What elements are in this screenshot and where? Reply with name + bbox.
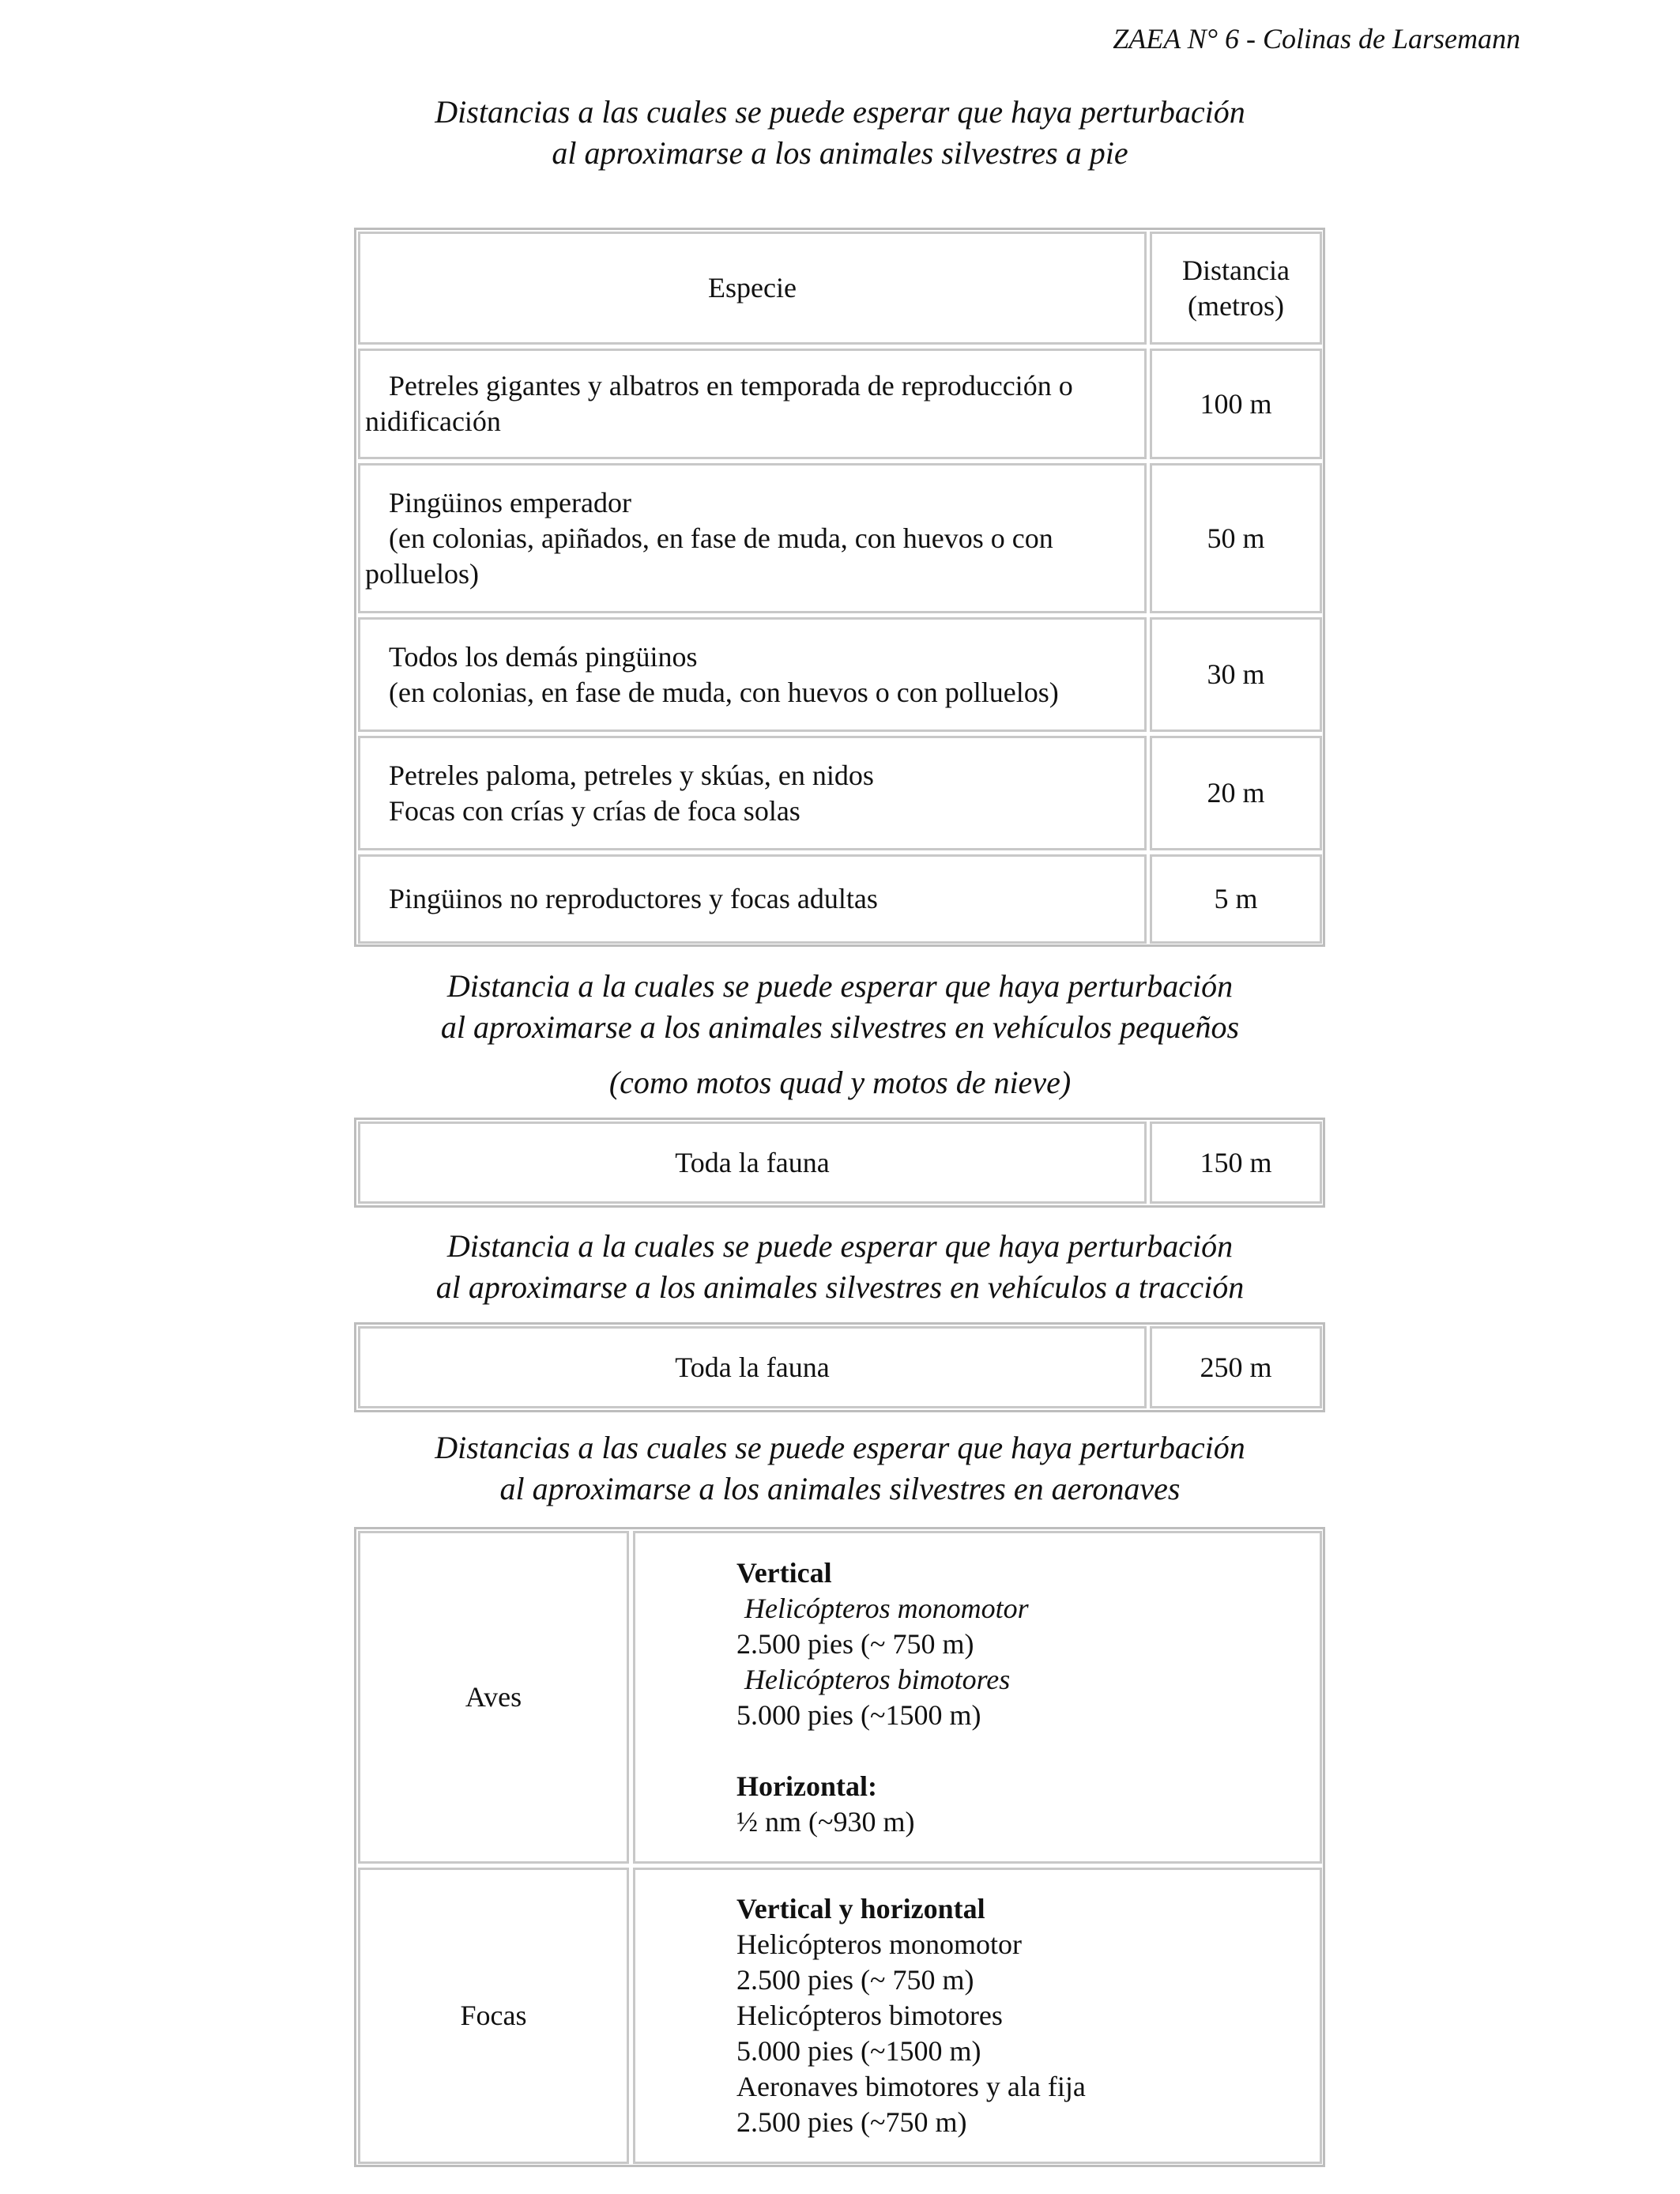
walking-distance-table	[354, 228, 1325, 947]
distance-value: 150 m	[1200, 1146, 1272, 1178]
heli-mono-distance: 2.500 pies (~ 750 m)	[736, 1627, 974, 1660]
aircraft-table	[354, 1527, 1325, 2167]
species-text: nidificación	[365, 405, 501, 437]
distance-cell	[1150, 349, 1322, 459]
distance-cell	[1150, 617, 1322, 732]
focas-cell	[358, 1868, 629, 2164]
section4-title-line2: al aproximarse a los animales silvestres en aeronaves	[499, 1471, 1181, 1506]
header-distance-line2: (metros)	[1188, 289, 1284, 322]
species-text: Petreles paloma, petreles y skúas, en nidos	[389, 759, 874, 791]
heli-mono-label: Helicópteros monomotor	[744, 1592, 1029, 1624]
distance-cell	[1150, 736, 1322, 850]
distance-value: 100 m	[1200, 387, 1272, 420]
table-row	[358, 617, 1147, 732]
distance-cell	[1150, 854, 1322, 944]
section3-title-line2: al aproximarse a los animales silvestres en vehículos a tracción	[435, 1269, 1245, 1305]
species-text: Pingüinos emperador	[389, 486, 631, 518]
section2-title	[0, 966, 1680, 1048]
aves-details	[633, 1531, 1322, 1864]
species-text: polluelos)	[365, 557, 479, 590]
heli-mono-label: Helicópteros monomotor	[736, 1928, 1022, 1960]
heli-bi-distance: 5.000 pies (~1500 m)	[736, 2035, 981, 2067]
table-row	[358, 736, 1147, 850]
section2-title-line1: Distancia a la cuales se puede esperar que haya perturbación	[446, 968, 1234, 1004]
distance-cell	[1150, 1326, 1322, 1408]
focas-details	[633, 1868, 1322, 2164]
section2-subtitle: (como motos quad y motos de nieve)	[608, 1065, 1072, 1100]
heli-mono-distance: 2.500 pies (~ 750 m)	[736, 1964, 974, 1996]
fauna-label: Toda la fauna	[675, 1146, 830, 1178]
spacer	[736, 1733, 1320, 1769]
fixed-wing-label: Aeronaves bimotores y ala fija	[736, 2071, 1086, 2102]
header-distance	[1150, 232, 1322, 345]
distance-value: 5 m	[1214, 883, 1258, 914]
species-text: Petreles gigantes y albatros en temporada de reproducción o	[389, 370, 1073, 401]
focas-label: Focas	[460, 2000, 527, 2031]
table-row	[358, 349, 1147, 459]
section3-title-line1: Distancia a la cuales se puede esperar que haya perturbación	[446, 1228, 1234, 1264]
heli-bi-distance: 5.000 pies (~1500 m)	[736, 1698, 981, 1731]
vertical-heading: Vertical	[736, 1556, 832, 1589]
tracked-vehicle-table	[354, 1322, 1325, 1412]
section2-title-line2: al aproximarse a los animales silvestres en vehículos pequeños	[440, 1009, 1240, 1045]
horizontal-distance: ½ nm (~930 m)	[736, 1805, 915, 1838]
header-species	[358, 232, 1147, 345]
fauna-label-cell	[358, 1326, 1147, 1408]
table-row	[358, 854, 1147, 944]
fauna-label: Toda la fauna	[675, 1351, 830, 1383]
section4-title-line1: Distancias a las cuales se puede esperar que haya perturbación	[435, 1430, 1245, 1465]
running-header: ZAEA N° 6 - Colinas de Larsemann	[1113, 23, 1520, 55]
heli-bi-label: Helicópteros bimotores	[736, 2000, 1003, 2031]
species-text: Pingüinos no reproductores y focas adultas	[389, 883, 878, 914]
distance-cell	[1150, 463, 1322, 613]
species-text: Todos los demás pingüinos	[389, 640, 698, 673]
fauna-label-cell	[358, 1122, 1147, 1204]
vertical-horizontal-heading: Vertical y horizontal	[736, 1893, 985, 1924]
species-text: Focas con crías y crías de foca solas	[389, 794, 800, 827]
distance-value: 20 m	[1207, 777, 1265, 809]
heli-bi-label: Helicópteros bimotores	[744, 1663, 1011, 1695]
table-row	[358, 463, 1147, 613]
species-text: (en colonias, apiñados, en fase de muda, con huevos o con	[389, 522, 1053, 554]
section1-title	[0, 92, 1680, 174]
distance-value: 30 m	[1207, 658, 1265, 690]
small-vehicle-table	[354, 1118, 1325, 1208]
fixed-wing-distance: 2.500 pies (~750 m)	[736, 2106, 967, 2138]
section4-title	[0, 1427, 1680, 1510]
header-distance-line1: Distancia	[1182, 254, 1290, 286]
distance-value: 250 m	[1200, 1351, 1272, 1383]
aves-cell	[358, 1531, 629, 1864]
distance-value: 50 m	[1207, 522, 1265, 554]
species-text: (en colonias, en fase de muda, con huevos o con polluelos)	[389, 676, 1059, 708]
horizontal-heading: Horizontal:	[736, 1770, 877, 1802]
aves-label: Aves	[465, 1681, 522, 1713]
section3-title	[0, 1226, 1680, 1308]
distance-cell	[1150, 1122, 1322, 1204]
section1-title-line1: Distancias a las cuales se puede esperar que haya perturbación	[435, 94, 1245, 130]
header-species-label: Especie	[708, 272, 797, 303]
section1-title-line2: al aproximarse a los animales silvestres a pie	[552, 135, 1128, 171]
